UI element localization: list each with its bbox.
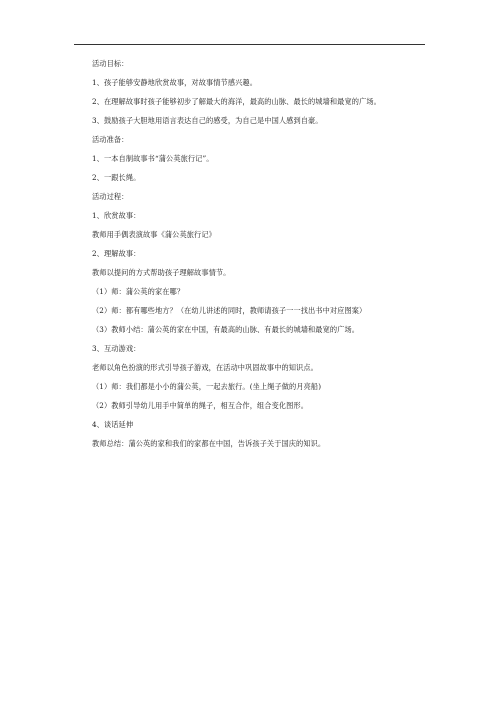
goal-item-3: 3、鼓励孩子大胆地用语言表达自己的感受，为自己是中国人感到自豪。	[92, 116, 323, 125]
preparation-item-1: 1、一本自制故事书“蒲公英旅行记”。	[92, 154, 214, 163]
heading-preparation: 活动准备：	[92, 135, 129, 144]
goal-item-2: 2、在理解故事时孩子能够初步了解最大的海洋，最高的山脉、最长的城墙和最宽的广场。	[92, 97, 381, 106]
process-step-2-text: 教师以提问的方式帮助孩子理解故事情节。	[92, 268, 231, 277]
process-step-2-q2: （2）师：都有哪些地方？（在幼儿讲述的同时，教师请孩子一一找出书中对应图案）	[92, 306, 367, 315]
document-body	[74, 58, 430, 450]
process-step-2-title: 2、理解故事：	[92, 249, 141, 258]
process-step-3-item-2: （2）教师引导幼儿用手中简单的绳子，相互合作，组合变化图形。	[92, 401, 309, 410]
heading-goals: 活动目标：	[92, 59, 129, 68]
process-step-2-summary: （3）教师小结：蒲公英的家在中国，有最高的山脉、有最长的城墙和最宽的广场。	[92, 325, 360, 334]
process-step-3-item-1: （1）师：我们都是小小的蒲公英，一起去旅行。(坐上绳子做的月亮船)	[92, 382, 322, 391]
process-step-4-text: 教师总结：蒲公英的家和我们的家都在中国，告诉孩子关于国庆的知识。	[92, 439, 326, 448]
process-step-4-title: 4、谈话延伸	[92, 420, 134, 429]
process-step-1-text: 教师用手偶表演故事《蒲公英旅行记》	[92, 230, 216, 239]
process-step-3-text: 老师以角色扮演的形式引导孩子游戏，在活动中巩固故事中的知识点。	[92, 363, 318, 372]
heading-process: 活动过程：	[92, 192, 129, 201]
process-step-2-q1: （1）师：蒲公英的家在哪？	[92, 287, 185, 296]
header-rule	[74, 44, 425, 45]
preparation-item-2: 2、一跟长绳。	[92, 173, 141, 182]
process-step-1-title: 1、欣赏故事：	[92, 211, 141, 220]
goal-item-1: 1、孩子能够安静地欣赏故事，对故事情节感兴趣。	[92, 78, 258, 87]
process-step-3-title: 3、互动游戏：	[92, 344, 141, 353]
